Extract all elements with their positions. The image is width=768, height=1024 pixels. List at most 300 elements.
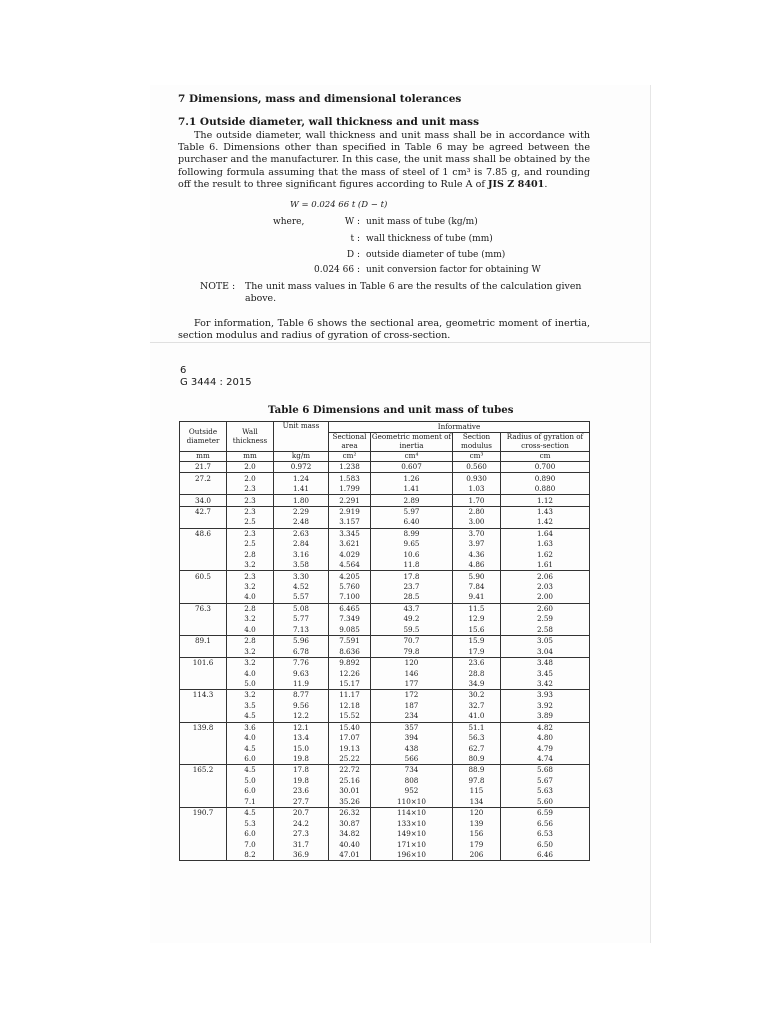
- outside-diameter-cell: [180, 733, 227, 743]
- moment-of-inertia-cell: 734: [371, 765, 453, 776]
- radius-of-gyration-cell: 3.45: [501, 668, 590, 678]
- sectional-area-cell: 4.564: [329, 560, 371, 571]
- section-heading: 7 Dimensions, mass and dimensional tolerances: [178, 93, 462, 105]
- moment-of-inertia-cell: 394: [371, 733, 453, 743]
- section-modulus-cell: 2.80: [453, 506, 501, 517]
- table-row: [180, 733, 590, 743]
- radius-of-gyration-cell: 3.42: [501, 679, 590, 690]
- table-title: Table 6 Dimensions and unit mass of tubes: [268, 404, 514, 416]
- outside-diameter-cell: [180, 850, 227, 861]
- sectional-area-cell: 25.22: [329, 754, 371, 765]
- radius-of-gyration-cell: 2.06: [501, 571, 590, 582]
- sectional-area-cell: 1.238: [329, 462, 371, 473]
- wall-thickness-cell: 2.3: [227, 484, 274, 495]
- radius-of-gyration-cell: 4.82: [501, 722, 590, 733]
- unit-mass-cell: 7.13: [274, 625, 329, 636]
- radius-of-gyration-cell: 2.03: [501, 582, 590, 592]
- moment-of-inertia-cell: 2.89: [371, 495, 453, 506]
- radius-of-gyration-cell: 5.68: [501, 765, 590, 776]
- unit-mass-cell: 9.63: [274, 668, 329, 678]
- unit-mass-cell: 0.972: [274, 462, 329, 473]
- col-moment-of-inertia: Geometric moment of inertia: [371, 432, 452, 450]
- radius-of-gyration-cell: 4.80: [501, 733, 590, 743]
- section-modulus-cell: 15.9: [453, 636, 501, 647]
- table-row: [180, 797, 590, 808]
- moment-of-inertia-cell: 23.7: [371, 582, 453, 592]
- moment-of-inertia-cell: 438: [371, 743, 453, 753]
- wall-thickness-cell: 2.8: [227, 636, 274, 647]
- outside-diameter-cell: [180, 797, 227, 808]
- table-row: [180, 506, 590, 517]
- table-row: [180, 495, 590, 506]
- outside-diameter-cell: 42.7: [180, 506, 227, 517]
- wall-thickness-cell: 5.3: [227, 818, 274, 828]
- moment-of-inertia-cell: 10.6: [371, 550, 453, 560]
- unit-mass-cell: 5.77: [274, 614, 329, 624]
- col-radius-of-gyration: Radius of gyration of cross-section: [501, 433, 590, 452]
- intro-text: The outside diameter, wall thickness and unit mass shall be in accordance with Table 6. Dimensions other than specified in Table 6 may be agreed between the purchaser and the manufacturer. In this case, the unit mass shall be obtained by the following formula assuming that the mass of steel of 1 cm³ is 7.85 g, and rounding off the result to three significant figures according to Rule A of: [178, 130, 590, 190]
- unit-mass-cell: 36.9: [274, 850, 329, 861]
- unit-mass-cell: 27.3: [274, 829, 329, 839]
- wall-thickness-cell: 3.2: [227, 560, 274, 571]
- sectional-area-cell: 25.16: [329, 776, 371, 786]
- wall-thickness-cell: 4.5: [227, 808, 274, 819]
- section-modulus-cell: 134: [453, 797, 501, 808]
- sectional-area-cell: 7.100: [329, 592, 371, 603]
- section-modulus-cell: 28.8: [453, 668, 501, 678]
- radius-of-gyration-cell: 2.59: [501, 614, 590, 624]
- moment-of-inertia-cell: 70.7: [371, 636, 453, 647]
- wall-thickness-cell: 5.0: [227, 776, 274, 786]
- unit-mass-cell: 12.2: [274, 711, 329, 722]
- outside-diameter-cell: [180, 776, 227, 786]
- section-modulus-cell: 34.9: [453, 679, 501, 690]
- moment-of-inertia-cell: 49.2: [371, 614, 453, 624]
- sectional-area-cell: 35.26: [329, 797, 371, 808]
- moment-of-inertia-cell: 17.8: [371, 571, 453, 582]
- moment-of-inertia-cell: 149×10: [371, 829, 453, 839]
- subsection-heading: 7.1 Outside diameter, wall thickness and unit mass: [178, 116, 480, 128]
- definition-text: unit conversion factor for obtaining W: [366, 265, 541, 275]
- moment-of-inertia-cell: 114×10: [371, 808, 453, 819]
- radius-of-gyration-cell: 3.04: [501, 646, 590, 657]
- moment-of-inertia-cell: 234: [371, 711, 453, 722]
- unit-mass-cell: 2.63: [274, 528, 329, 539]
- table-row: [180, 571, 590, 582]
- outside-diameter-cell: 27.2: [180, 473, 227, 484]
- moment-of-inertia-cell: 110×10: [371, 797, 453, 808]
- sectional-area-cell: 5.760: [329, 582, 371, 592]
- table-row: [180, 592, 590, 603]
- unit-mass-cell: 19.8: [274, 754, 329, 765]
- unit-mass-formula: W = 0.024 66 t (D − t): [290, 200, 388, 210]
- moment-of-inertia-cell: 1.41: [371, 484, 453, 495]
- info-text: For information, Table 6 shows the sectional area, geometric moment of inertia, section modulus and radius of gyration of cross-section.: [178, 318, 590, 342]
- outside-diameter-cell: [180, 517, 227, 528]
- unit-cell: mm: [227, 452, 274, 462]
- table-row: [180, 603, 590, 614]
- unit-mass-cell: 9.56: [274, 701, 329, 711]
- section-modulus-cell: 4.86: [453, 560, 501, 571]
- dimensions-table: [179, 421, 590, 861]
- table-row: [180, 657, 590, 668]
- sectional-area-cell: 4.205: [329, 571, 371, 582]
- radius-of-gyration-cell: 6.53: [501, 829, 590, 839]
- sectional-area-cell: 3.621: [329, 539, 371, 549]
- unit-mass-cell: 27.7: [274, 797, 329, 808]
- section-modulus-cell: 206: [453, 850, 501, 861]
- radius-of-gyration-cell: 6.46: [501, 850, 590, 861]
- unit-mass-cell: 7.76: [274, 657, 329, 668]
- unit-mass-cell: 3.30: [274, 571, 329, 582]
- table-row: [180, 484, 590, 495]
- wall-thickness-cell: 3.2: [227, 582, 274, 592]
- wall-thickness-cell: 3.5: [227, 701, 274, 711]
- wall-thickness-cell: 4.0: [227, 592, 274, 603]
- table-row: [180, 829, 590, 839]
- unit-mass-cell: 2.29: [274, 506, 329, 517]
- section-modulus-cell: 1.03: [453, 484, 501, 495]
- unit-mass-cell: 3.58: [274, 560, 329, 571]
- page-header: [180, 365, 252, 389]
- radius-of-gyration-cell: 2.58: [501, 625, 590, 636]
- unit-cell: cm³: [453, 452, 501, 462]
- outside-diameter-cell: [180, 754, 227, 765]
- wall-thickness-cell: 6.0: [227, 829, 274, 839]
- unit-mass-cell: 2.84: [274, 539, 329, 549]
- definition-symbol: D :: [346, 250, 360, 260]
- sectional-area-cell: 7.349: [329, 614, 371, 624]
- wall-thickness-cell: 4.5: [227, 765, 274, 776]
- wall-thickness-cell: 2.8: [227, 550, 274, 560]
- sectional-area-cell: 47.01: [329, 850, 371, 861]
- sectional-area-cell: 9.085: [329, 625, 371, 636]
- table-row: [180, 722, 590, 733]
- section-modulus-cell: 51.1: [453, 722, 501, 733]
- sectional-area-cell: 1.799: [329, 484, 371, 495]
- moment-of-inertia-cell: 177: [371, 679, 453, 690]
- radius-of-gyration-cell: 2.00: [501, 592, 590, 603]
- outside-diameter-cell: [180, 829, 227, 839]
- moment-of-inertia-cell: 952: [371, 786, 453, 796]
- section-modulus-cell: 7.84: [453, 582, 501, 592]
- radius-of-gyration-cell: 1.61: [501, 560, 590, 571]
- radius-of-gyration-cell: 6.50: [501, 839, 590, 849]
- radius-of-gyration-cell: 3.05: [501, 636, 590, 647]
- sectional-area-cell: 26.32: [329, 808, 371, 819]
- definition-symbol: W :: [344, 217, 360, 227]
- moment-of-inertia-cell: 808: [371, 776, 453, 786]
- moment-of-inertia-cell: 196×10: [371, 850, 453, 861]
- outside-diameter-cell: 139.8: [180, 722, 227, 733]
- intro-bold-ref: JIS Z 8401: [488, 178, 545, 190]
- outside-diameter-cell: [180, 560, 227, 571]
- wall-thickness-cell: 2.5: [227, 517, 274, 528]
- sectional-area-cell: 30.01: [329, 786, 371, 796]
- section-modulus-cell: 56.3: [453, 733, 501, 743]
- moment-of-inertia-cell: 171×10: [371, 839, 453, 849]
- unit-mass-cell: 5.08: [274, 603, 329, 614]
- wall-thickness-cell: 3.2: [227, 614, 274, 624]
- unit-mass-cell: 4.52: [274, 582, 329, 592]
- table-row: [180, 646, 590, 657]
- wall-thickness-cell: 8.2: [227, 850, 274, 861]
- section-modulus-cell: 30.2: [453, 690, 501, 701]
- table-row: [180, 473, 590, 484]
- section-modulus-cell: 179: [453, 839, 501, 849]
- radius-of-gyration-cell: 4.79: [501, 743, 590, 753]
- table-row: [180, 765, 590, 776]
- radius-of-gyration-cell: 1.12: [501, 495, 590, 506]
- wall-thickness-cell: 2.5: [227, 539, 274, 549]
- section-modulus-cell: 41.0: [453, 711, 501, 722]
- outside-diameter-cell: 89.1: [180, 636, 227, 647]
- note-label: NOTE :: [200, 281, 236, 292]
- outside-diameter-cell: 34.0: [180, 495, 227, 506]
- table-row: [180, 528, 590, 539]
- section-modulus-cell: 4.36: [453, 550, 501, 560]
- section-modulus-cell: 12.9: [453, 614, 501, 624]
- unit-mass-cell: 1.80: [274, 495, 329, 506]
- outside-diameter-cell: 101.6: [180, 657, 227, 668]
- moment-of-inertia-cell: 172: [371, 690, 453, 701]
- wall-thickness-cell: 4.0: [227, 625, 274, 636]
- radius-of-gyration-cell: 3.92: [501, 701, 590, 711]
- moment-of-inertia-cell: 1.26: [371, 473, 453, 484]
- outside-diameter-cell: [180, 839, 227, 849]
- radius-of-gyration-cell: 3.89: [501, 711, 590, 722]
- outside-diameter-cell: [180, 701, 227, 711]
- table-row: [180, 754, 590, 765]
- wall-thickness-cell: 2.0: [227, 473, 274, 484]
- sectional-area-cell: 40.40: [329, 839, 371, 849]
- sectional-area-cell: 8.636: [329, 646, 371, 657]
- wall-thickness-cell: 4.5: [227, 743, 274, 753]
- radius-of-gyration-cell: 5.67: [501, 776, 590, 786]
- sectional-area-cell: 15.40: [329, 722, 371, 733]
- section-modulus-cell: 32.7: [453, 701, 501, 711]
- unit-mass-cell: 20.7: [274, 808, 329, 819]
- moment-of-inertia-cell: 28.5: [371, 592, 453, 603]
- outside-diameter-cell: 21.7: [180, 462, 227, 473]
- wall-thickness-cell: 2.3: [227, 571, 274, 582]
- moment-of-inertia-cell: 43.7: [371, 603, 453, 614]
- table-row: [180, 690, 590, 701]
- unit-mass-cell: 5.57: [274, 592, 329, 603]
- unit-cell: cm²: [329, 452, 371, 462]
- outside-diameter-cell: [180, 592, 227, 603]
- section-modulus-cell: 3.00: [453, 517, 501, 528]
- table-row: [180, 808, 590, 819]
- unit-mass-cell: 31.7: [274, 839, 329, 849]
- units-row: [180, 452, 590, 462]
- moment-of-inertia-cell: 357: [371, 722, 453, 733]
- table-row: [180, 614, 590, 624]
- table-row: [180, 560, 590, 571]
- col-unit-mass: Unit mass: [274, 422, 329, 452]
- unit-mass-cell: 17.8: [274, 765, 329, 776]
- unit-mass-cell: 13.4: [274, 733, 329, 743]
- sectional-area-cell: 6.465: [329, 603, 371, 614]
- table-row: [180, 743, 590, 753]
- table-row: [180, 462, 590, 473]
- wall-thickness-cell: 6.0: [227, 754, 274, 765]
- radius-of-gyration-cell: 1.42: [501, 517, 590, 528]
- moment-of-inertia-cell: 8.99: [371, 528, 453, 539]
- sectional-area-cell: 12.26: [329, 668, 371, 678]
- radius-of-gyration-cell: 0.700: [501, 462, 590, 473]
- unit-mass-cell: 8.77: [274, 690, 329, 701]
- moment-of-inertia-cell: 120: [371, 657, 453, 668]
- table-row: [180, 625, 590, 636]
- wall-thickness-cell: 4.0: [227, 733, 274, 743]
- sectional-area-cell: 2.291: [329, 495, 371, 506]
- unit-cell: kg/m: [274, 452, 329, 462]
- section-modulus-cell: 139: [453, 818, 501, 828]
- section-modulus-cell: 15.6: [453, 625, 501, 636]
- unit-mass-cell: 15.0: [274, 743, 329, 753]
- unit-mass-cell: 1.41: [274, 484, 329, 495]
- wall-thickness-cell: 2.3: [227, 528, 274, 539]
- table-row: [180, 776, 590, 786]
- outside-diameter-cell: [180, 668, 227, 678]
- info-paragraph: [178, 318, 590, 342]
- unit-mass-cell: 11.9: [274, 679, 329, 690]
- table-row: [180, 839, 590, 849]
- outside-diameter-cell: [180, 786, 227, 796]
- wall-thickness-cell: 4.0: [227, 668, 274, 678]
- table-row: [180, 636, 590, 647]
- radius-of-gyration-cell: 6.59: [501, 808, 590, 819]
- sectional-area-cell: 34.82: [329, 829, 371, 839]
- section-modulus-cell: 88.9: [453, 765, 501, 776]
- where-label: where,: [273, 217, 305, 227]
- radius-of-gyration-cell: 1.64: [501, 528, 590, 539]
- intro-paragraph: [178, 130, 590, 191]
- outside-diameter-cell: [180, 679, 227, 690]
- definition-symbol: t :: [350, 234, 360, 244]
- outside-diameter-cell: [180, 818, 227, 828]
- table-row: [180, 711, 590, 722]
- unit-mass-cell: 23.6: [274, 786, 329, 796]
- moment-of-inertia-cell: 6.40: [371, 517, 453, 528]
- section-modulus-cell: 3.97: [453, 539, 501, 549]
- table-row: [180, 550, 590, 560]
- wall-thickness-cell: 5.0: [227, 679, 274, 690]
- sectional-area-cell: 12.18: [329, 701, 371, 711]
- moment-of-inertia-cell: 0.607: [371, 462, 453, 473]
- col-section-modulus: Section modulus: [453, 433, 501, 452]
- radius-of-gyration-cell: 1.62: [501, 550, 590, 560]
- sectional-area-cell: 7.591: [329, 636, 371, 647]
- outside-diameter-cell: [180, 582, 227, 592]
- table-body: [180, 462, 590, 861]
- outside-diameter-cell: [180, 625, 227, 636]
- moment-of-inertia-cell: 146: [371, 668, 453, 678]
- moment-of-inertia-cell: 11.8: [371, 560, 453, 571]
- outside-diameter-cell: 165.2: [180, 765, 227, 776]
- table-row: [180, 679, 590, 690]
- moment-of-inertia-cell: 133×10: [371, 818, 453, 828]
- table-row: [180, 582, 590, 592]
- definition-text: wall thickness of tube (mm): [366, 234, 493, 244]
- note-text: The unit mass values in Table 6 are the results of the calculation given above.: [245, 281, 582, 304]
- sectional-area-cell: 22.72: [329, 765, 371, 776]
- section-modulus-cell: 5.90: [453, 571, 501, 582]
- col-informative: Informative: [329, 422, 590, 433]
- section-modulus-cell: 3.70: [453, 528, 501, 539]
- definition-text: outside diameter of tube (mm): [366, 250, 506, 260]
- section-modulus-cell: 9.41: [453, 592, 501, 603]
- unit-cell: cm⁴: [371, 452, 453, 462]
- sectional-area-cell: 3.345: [329, 528, 371, 539]
- outside-diameter-cell: 76.3: [180, 603, 227, 614]
- col-sectional-area: Sectional area: [329, 433, 371, 452]
- wall-thickness-cell: 3.2: [227, 690, 274, 701]
- unit-mass-cell: 3.16: [274, 550, 329, 560]
- unit-mass-cell: 12.1: [274, 722, 329, 733]
- sectional-area-cell: 15.17: [329, 679, 371, 690]
- moment-of-inertia-cell: 9.65: [371, 539, 453, 549]
- section-modulus-cell: 115: [453, 786, 501, 796]
- unit-mass-cell: 1.24: [274, 473, 329, 484]
- outside-diameter-cell: [180, 711, 227, 722]
- radius-of-gyration-cell: 2.60: [501, 603, 590, 614]
- outside-diameter-cell: [180, 646, 227, 657]
- outside-diameter-cell: [180, 539, 227, 549]
- moment-of-inertia-cell: 187: [371, 701, 453, 711]
- table-row: [180, 786, 590, 796]
- unit-cell: cm: [501, 452, 590, 462]
- radius-of-gyration-cell: 1.63: [501, 539, 590, 549]
- sectional-area-cell: 30.87: [329, 818, 371, 828]
- sectional-area-cell: 3.157: [329, 517, 371, 528]
- section-modulus-cell: 97.8: [453, 776, 501, 786]
- radius-of-gyration-cell: 5.63: [501, 786, 590, 796]
- sectional-area-cell: 4.029: [329, 550, 371, 560]
- radius-of-gyration-cell: 5.60: [501, 797, 590, 808]
- wall-thickness-cell: 2.3: [227, 495, 274, 506]
- radius-of-gyration-cell: 4.74: [501, 754, 590, 765]
- sectional-area-cell: 11.17: [329, 690, 371, 701]
- section-modulus-cell: 120: [453, 808, 501, 819]
- radius-of-gyration-cell: 0.880: [501, 484, 590, 495]
- table-row: [180, 517, 590, 528]
- sectional-area-cell: 17.07: [329, 733, 371, 743]
- moment-of-inertia-cell: 566: [371, 754, 453, 765]
- sectional-area-cell: 2.919: [329, 506, 371, 517]
- wall-thickness-cell: 2.0: [227, 462, 274, 473]
- outside-diameter-cell: 60.5: [180, 571, 227, 582]
- radius-of-gyration-cell: 1.43: [501, 506, 590, 517]
- unit-mass-cell: 19.8: [274, 776, 329, 786]
- intro-suffix: .: [544, 178, 548, 190]
- outside-diameter-cell: [180, 484, 227, 495]
- definition-symbol: 0.024 66 :: [314, 265, 360, 275]
- moment-of-inertia-cell: 79.8: [371, 646, 453, 657]
- table-row: [180, 818, 590, 828]
- col-outside-diameter: Outside diameter: [180, 422, 227, 452]
- wall-thickness-cell: 4.5: [227, 711, 274, 722]
- table-row: [180, 668, 590, 678]
- sectional-area-cell: 15.52: [329, 711, 371, 722]
- wall-thickness-cell: 3.6: [227, 722, 274, 733]
- section-modulus-cell: 62.7: [453, 743, 501, 753]
- table-row: [180, 701, 590, 711]
- section-modulus-cell: 17.9: [453, 646, 501, 657]
- wall-thickness-cell: 6.0: [227, 786, 274, 796]
- unit-mass-cell: 6.78: [274, 646, 329, 657]
